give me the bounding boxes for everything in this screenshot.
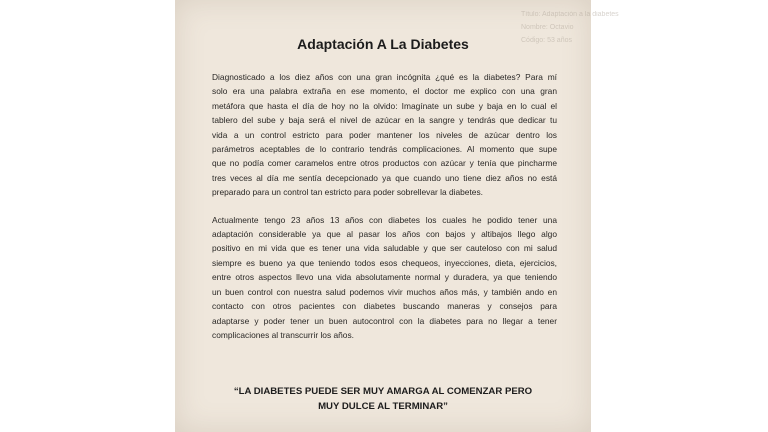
text-line: tablero del sube y baja será el nivel de azúcar en la sangre y tendrás que dedicar tu bbox=[212, 115, 557, 126]
text-line: Actualmente tengo 23 años 13 años con diabetes los cuales he podido tener una bbox=[212, 214, 557, 225]
text-line: solo era una palabra extraña en ese momento, el doctor me explico con una gran bbox=[212, 86, 557, 97]
text-line: vida a un control estricto para poder mantener los niveles de azúcar dentro los bbox=[212, 129, 557, 140]
ghost-line: Código: 53 años bbox=[521, 37, 572, 44]
paragraph-2 bbox=[212, 213, 557, 343]
ghost-line: Título: Adaptación a la diabetes bbox=[521, 11, 619, 18]
quote-line: MUY DULCE AL TERMINAR” bbox=[318, 401, 448, 412]
document-page bbox=[175, 0, 619, 432]
text-line: metáfora que hasta el día de hoy no la olvido: Imagínate un sube y baja en lo cual el bbox=[212, 100, 557, 111]
document-title: Adaptación A La Diabetes bbox=[297, 36, 469, 52]
text-line: adaptarse y poder tener un buen autocontrol con la diabetes para no llegar a tener bbox=[212, 315, 557, 326]
ghost-line: Nombre: Octavio bbox=[521, 24, 574, 31]
text-line: que no podía comer caramelos entre otros productos con azúcar y tenía que pincharme bbox=[212, 158, 557, 169]
text-line: Diagnosticado a los diez años con una gran incógnita ¿qué es la diabetes? Para mí bbox=[212, 72, 557, 82]
text-line: un buen control con nuestra salud podemos vivir muchos años más, y también ando en bbox=[212, 286, 557, 297]
text-line: contacto con otros pacientes con diabetes buscando maneras y consejos para bbox=[212, 301, 557, 312]
document-body bbox=[212, 70, 557, 355]
text-line: siempre es bueno ya que teniendo todos esos chequeos, inyecciones, dieta, ejercicios, bbox=[212, 257, 557, 268]
paragraph-1 bbox=[212, 70, 557, 200]
text-line: parámetros aceptables de lo contrario tendrás complicaciones. Al momento que supe bbox=[212, 144, 557, 155]
text-line: entre otros aspectos llevo una vida absolutamente normal y duradera, ya que teniendo bbox=[212, 272, 557, 283]
text-line: adaptación considerable ya que al pasar los años con bajos y altibajos llego algo bbox=[212, 229, 557, 240]
text-line: positivo en mi vida que es tener una vida saludable y que ser cauteloso con mi salud bbox=[212, 243, 557, 254]
text-line: preparado para un control tan estricto para poder sobrellevar la diabetes. bbox=[212, 187, 483, 198]
closing-quote bbox=[175, 384, 591, 414]
quote-line: “LA DIABETES PUEDE SER MUY AMARGA AL COMENZAR PERO bbox=[233, 386, 533, 397]
text-line: complicaciones al transcurrir los años. bbox=[212, 329, 354, 340]
text-line: tres veces al día me sentía decepcionado ya que cuando uno tiene diez años no está bbox=[212, 172, 557, 183]
